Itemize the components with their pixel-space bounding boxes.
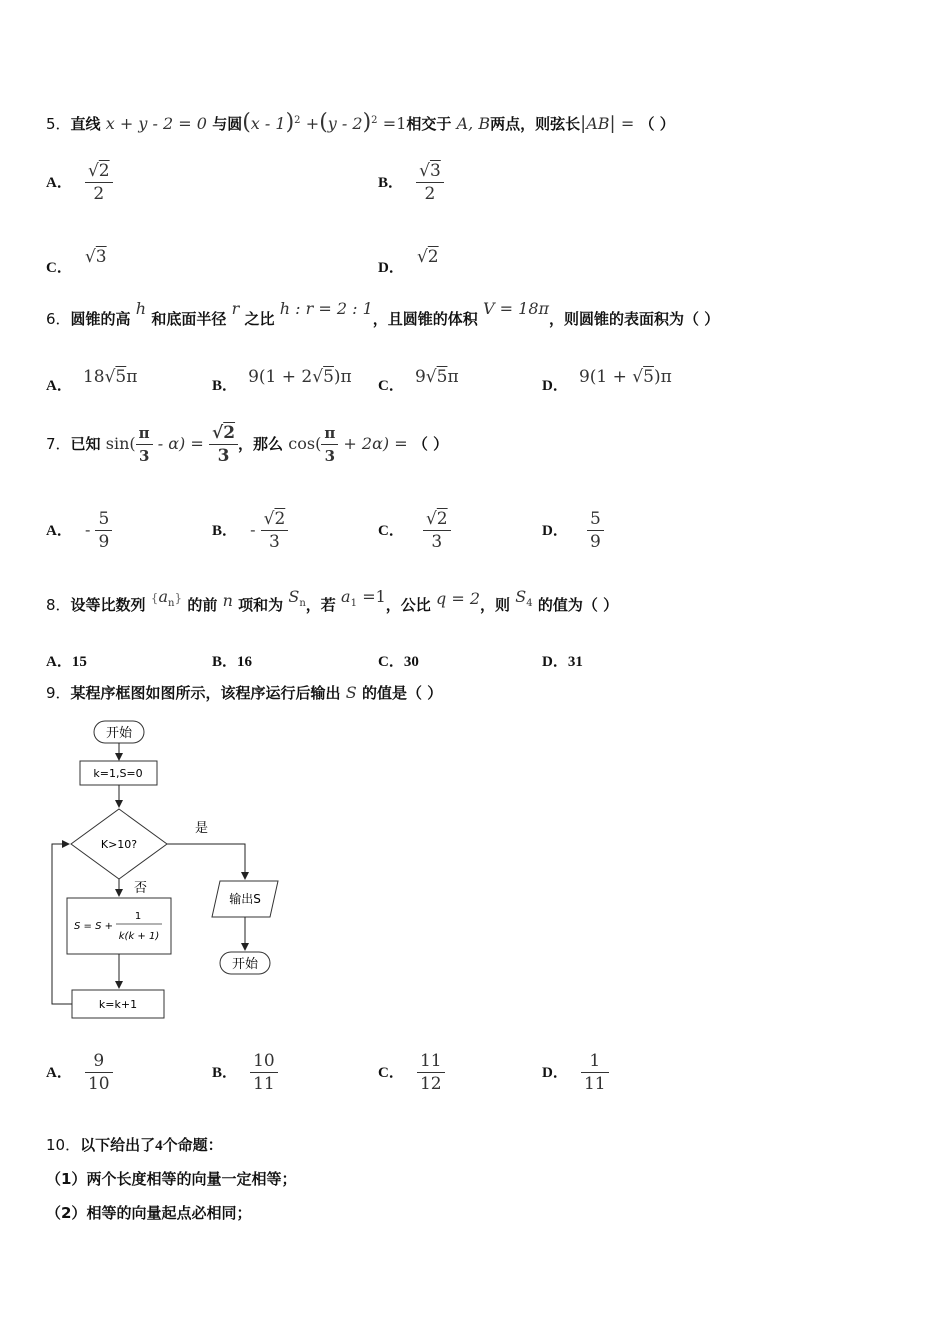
- flow-init-label: k=1,S=0: [93, 767, 143, 780]
- q5-paren: （ ）: [639, 115, 675, 133]
- q5-option-b[interactable]: B． $\frac{√3}{2}$: [378, 160, 444, 205]
- q5-text-4: 两点，则弦长: [490, 115, 581, 133]
- flow-start-label: 开始: [105, 726, 133, 741]
- flow-yes-label: 是: [195, 821, 209, 836]
- question-5: 5．直线 x + y - 2 = 0 与圆(x - 1)$^2$ +(y - 2)$^2$ =1相交于 A, B两点，则弦长|AB| = （ ）: [46, 110, 675, 135]
- q5-option-c[interactable]: C． √3: [46, 247, 107, 276]
- q6-ratio: h : r = 2 : 1: [279, 299, 373, 318]
- q10-statement-2: （2）相等的向量起点必相同；: [46, 1204, 252, 1222]
- q7-option-c[interactable]: C． $\frac{√2}{3}$: [378, 508, 451, 553]
- q6-option-b[interactable]: B． 9(1 + 2√5)π: [212, 367, 352, 394]
- q6-h: h: [135, 299, 147, 318]
- q7-option-d[interactable]: D． $\frac{5}{9}$: [542, 508, 604, 553]
- q5-option-d[interactable]: D． √2: [378, 247, 439, 276]
- q9-number: 9．: [46, 684, 71, 702]
- q10-statement-1: （1）两个长度相等的向量一定相等；: [46, 1170, 297, 1188]
- flow-end-label: 开始: [231, 957, 259, 972]
- q9-option-b[interactable]: B． $\frac{10}{11}$: [212, 1050, 278, 1095]
- q6-option-c[interactable]: C． 9√5π: [378, 367, 459, 394]
- q9-option-a[interactable]: A． $\frac{9}{10}$: [46, 1050, 113, 1095]
- q8-option-b[interactable]: B．16: [212, 654, 253, 670]
- flow-body-num: 1: [134, 911, 142, 922]
- q5-text-1: 直线: [70, 115, 101, 133]
- q8-option-a[interactable]: A．15: [46, 654, 87, 670]
- flow-condition-label: K>10?: [100, 838, 138, 851]
- q6-number: 6．: [46, 310, 71, 328]
- flow-no-label: 否: [134, 881, 148, 896]
- q10-number: 10．: [46, 1136, 81, 1154]
- q7-option-b[interactable]: B． - $\frac{√2}{3}$: [212, 508, 288, 553]
- q8-number: 8．: [46, 596, 71, 614]
- q5-line-equation: x + y - 2 = 0: [105, 114, 207, 133]
- question-6: 6．圆锥的高 h 和底面半径 r 之比 h : r = 2 : 1，且圆锥的体积 V = 18π，则圆锥的表面积为（ ）: [46, 299, 720, 328]
- q6-volume: V = 18π: [483, 299, 550, 318]
- q6-option-d[interactable]: D． 9(1 + √5)π: [542, 367, 672, 394]
- flow-body-left: S = S +: [74, 921, 113, 932]
- q9-option-d[interactable]: D． $\frac{1}{11}$: [542, 1050, 609, 1095]
- q8-option-d[interactable]: D．31: [542, 654, 583, 670]
- q7-rhs-fraction: $\frac{√2}{3}$: [209, 422, 238, 467]
- question-10: 10．以下给出了4个命题：: [46, 1136, 223, 1154]
- q5-circle-rhs: =1: [382, 114, 407, 133]
- flow-output-label: 输出S: [229, 892, 261, 906]
- q7-number: 7．: [46, 435, 71, 453]
- q7-option-a[interactable]: A． - $\frac{5}{9}$: [46, 508, 112, 553]
- question-9: 9．某程序框图如图所示，该程序运行后输出 S 的值是（ ）: [46, 683, 443, 702]
- question-8: 8．设等比数列 $^{\{}a_n^{\}}$ 的前 n 项和为 $S_n$，若 $a_1 =1$，公比 q = 2，则 $S_4$ 的值为（ ）: [46, 587, 619, 614]
- q5-text-2: 与圆: [212, 115, 243, 133]
- q5-number: 5．: [46, 115, 71, 133]
- q6-option-a[interactable]: A． 18√5π: [46, 367, 138, 394]
- q9-option-c[interactable]: C． $\frac{11}{12}$: [378, 1050, 445, 1095]
- q5-circle-y: y - 2: [327, 114, 363, 133]
- q5-option-a[interactable]: A． $\frac{√2}{2}$: [46, 160, 113, 205]
- q6-r: r: [231, 299, 240, 318]
- q8-option-c[interactable]: C．30: [378, 654, 419, 670]
- q5-points: A, B: [456, 114, 491, 133]
- q5-chord: AB: [586, 114, 610, 133]
- question-7: 7．已知 sin( $\frac{\pi}{3}$ - α) = $\frac{√2}{3}$ ，那么 cos( $\frac{\pi}{3}$ + 2α) = （ ）: [46, 423, 449, 466]
- q5-circle-x: x - 1: [250, 114, 286, 133]
- q5-text-3: 相交于: [406, 115, 452, 133]
- flowchart: [40, 714, 300, 1034]
- flow-increment-label: k=k+1: [98, 998, 138, 1011]
- flow-body-den: k(k + 1): [118, 931, 160, 942]
